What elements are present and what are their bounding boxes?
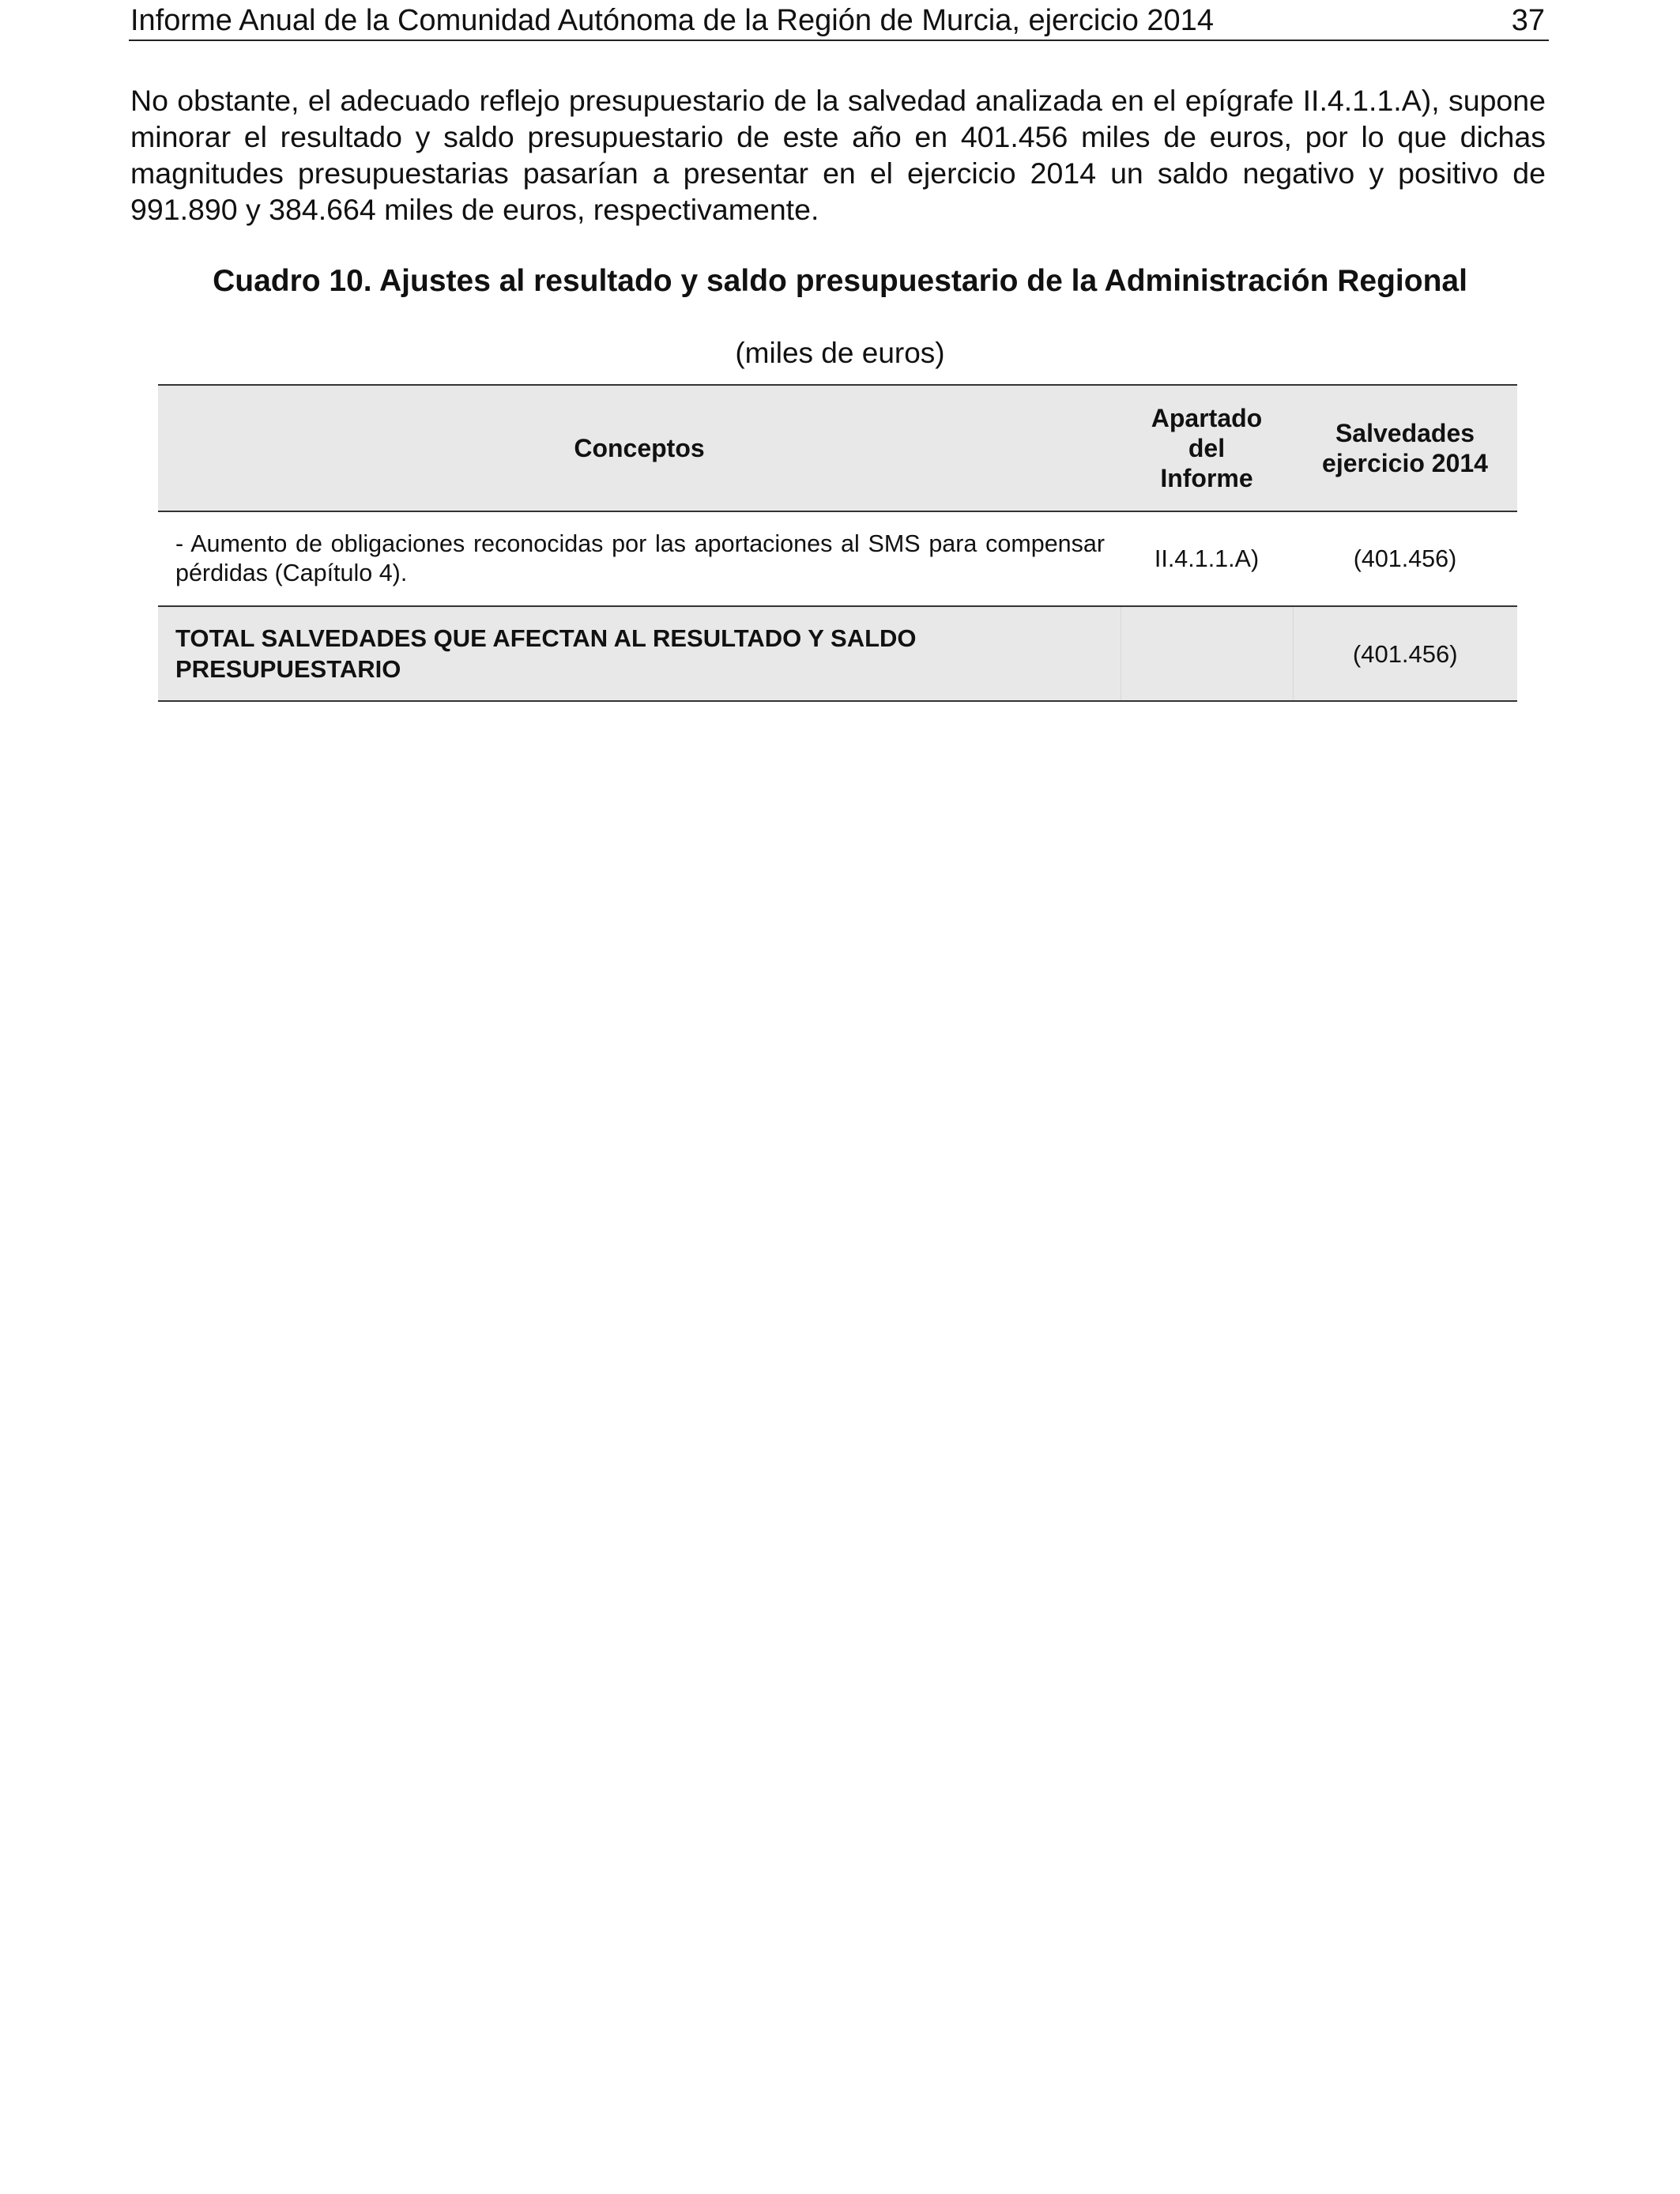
body-paragraph: No obstante, el adecuado reflejo presupuestario de la salvedad analizada en el epígrafe II.4.1.1.A), supone minorar el resultado y saldo presupuestario de este año en 401.456 miles de euros, por lo que dichas magnitudes presupuestarias pasarían a presentar en el ejercicio 2014 un saldo negativo y positivo de 991.890 y 384.664 miles de euros, respectivamente. (130, 84, 1546, 226)
report-title: Informe Anual de la Comunidad Autónoma de la Región de Murcia, ejercicio 2014 (130, 4, 1214, 37)
table-units: (miles de euros) (735, 337, 945, 369)
table-header-row (158, 385, 1517, 511)
column-header-amount-label: Salvedades ejercicio 2014 (1322, 419, 1488, 477)
row-amount: (401.456) (1293, 511, 1517, 606)
page-number: 37 (1511, 4, 1545, 37)
table-title: Cuadro 10. Ajustes al resultado y saldo presupuestario de la Administración Regional (213, 264, 1467, 298)
row-concept: - Aumento de obligaciones reconocidas por las aportaciones al SMS para compensar pérdidas (Capítulo 4). (158, 511, 1121, 606)
column-header-section (1121, 385, 1293, 511)
column-header-concepts: Conceptos (158, 385, 1121, 511)
row-section: II.4.1.1.A) (1121, 511, 1293, 606)
column-header-amount (1293, 385, 1517, 511)
page-header (129, 0, 1549, 41)
table-row (158, 511, 1517, 606)
total-amount: (401.456) (1293, 606, 1517, 701)
total-section (1121, 606, 1293, 701)
table-total-row (158, 606, 1517, 701)
total-label: TOTAL SALVEDADES QUE AFECTAN AL RESULTADO Y SALDO PRESUPUESTARIO (158, 606, 1121, 701)
column-header-section-label: Apartado del Informe (1151, 404, 1263, 492)
adjustments-table (158, 384, 1517, 702)
